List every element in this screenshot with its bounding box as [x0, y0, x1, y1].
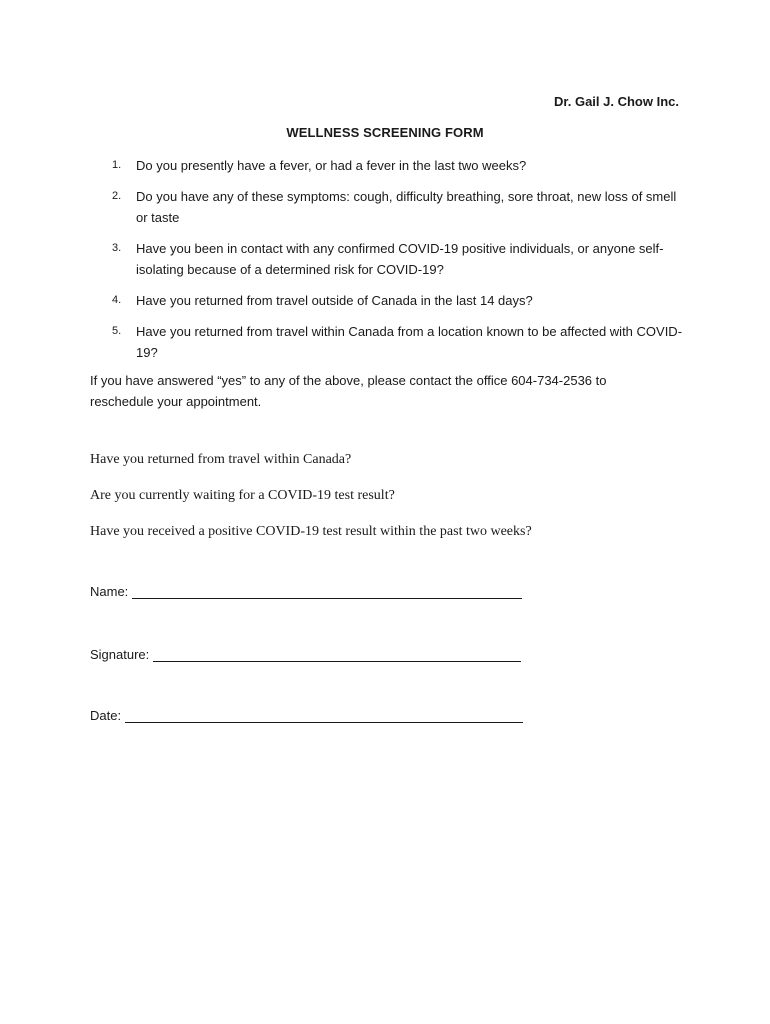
- question-number: 3.: [112, 242, 122, 254]
- screening-question: [90, 290, 690, 311]
- organization-name: Dr. Gail J. Chow Inc.: [554, 94, 679, 109]
- question-number: 2.: [112, 190, 122, 202]
- question-text: Have you returned from travel outside of Canada in the last 14 days?: [136, 293, 533, 308]
- name-label: Name:: [90, 584, 129, 599]
- form-title: WELLNESS SCREENING FORM: [286, 125, 484, 140]
- screening-question: [90, 186, 690, 228]
- date-input-line[interactable]: [125, 710, 523, 723]
- question-text: Have you been in contact with any confirmed COVID-19 positive individuals, or anyone self-isolating because of a determined risk for COVID-19?: [136, 241, 664, 277]
- question-text: Do you have any of these symptoms: cough, difficulty breathing, sore throat, new loss of smell or taste: [136, 189, 677, 225]
- name-field: [90, 584, 522, 599]
- contact-notice: If you have answered “yes” to any of the above, please contact the office 604-734-2536 to reschedule your appointment.: [90, 373, 607, 409]
- signature-label: Signature:: [90, 647, 150, 662]
- question-number: 5.: [112, 325, 122, 337]
- additional-question: Are you currently waiting for a COVID-19 test result?: [90, 488, 395, 503]
- signature-field: [90, 647, 521, 662]
- additional-question: Have you returned from travel within Canada?: [90, 452, 352, 467]
- additional-question: Have you received a positive COVID-19 test result within the past two weeks?: [90, 524, 532, 539]
- screening-question: [90, 155, 690, 176]
- name-input-line[interactable]: [132, 586, 522, 599]
- question-number: 4.: [112, 294, 122, 306]
- screening-question-list: [90, 155, 690, 373]
- date-field: [90, 708, 523, 723]
- signature-input-line[interactable]: [153, 649, 521, 662]
- date-label: Date:: [90, 708, 122, 723]
- question-text: Do you presently have a fever, or had a fever in the last two weeks?: [136, 158, 527, 173]
- question-text: Have you returned from travel within Canada from a location known to be affected with COVID-19?: [136, 324, 683, 360]
- screening-question: [90, 238, 690, 280]
- question-number: 1.: [112, 159, 122, 171]
- screening-question: [90, 321, 690, 363]
